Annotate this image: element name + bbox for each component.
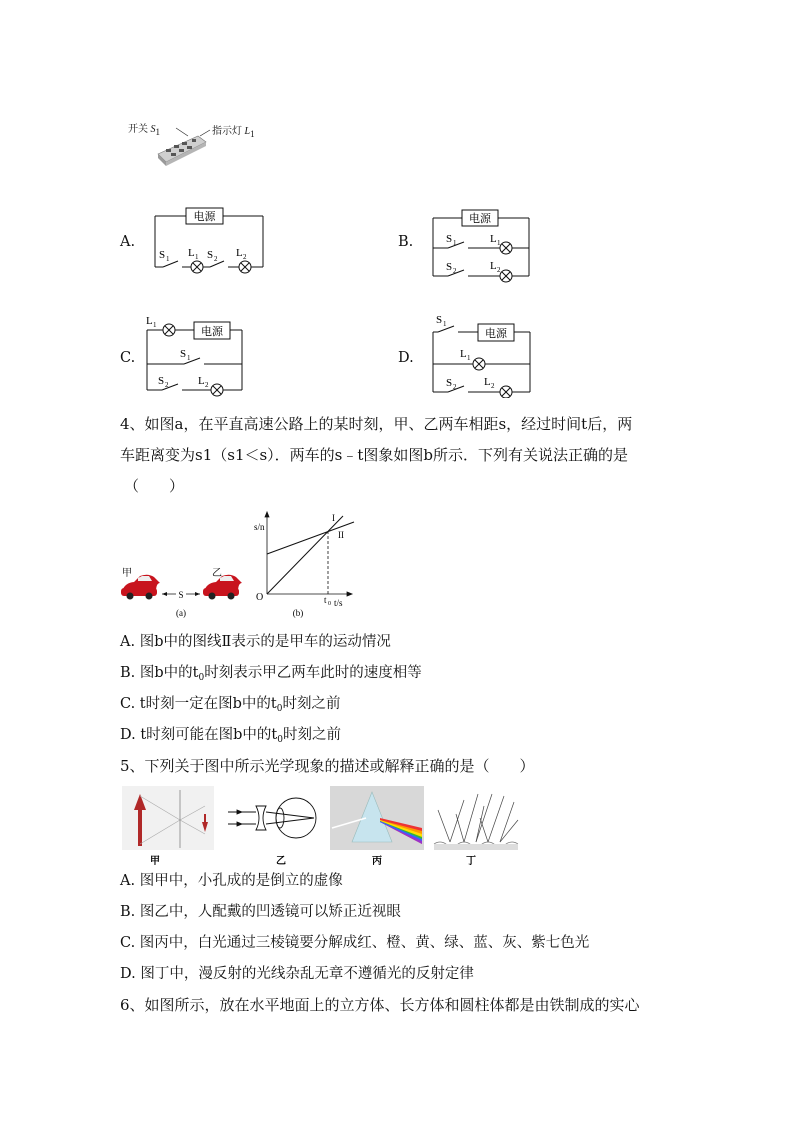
svg-text:L: L xyxy=(490,233,497,245)
svg-text:电源: 电源 xyxy=(469,213,491,225)
svg-text:S: S xyxy=(446,233,453,245)
svg-text:S: S xyxy=(178,590,184,600)
svg-text:1: 1 xyxy=(187,354,191,362)
q6-stem: 6、如图所示，放在水平地面上的立方体、长方体和圆柱体都是由铁制成的实心 xyxy=(120,996,640,1014)
q5-option-b[interactable]: B. 图乙中，人配戴的凹透镜可以矫正近视眼 xyxy=(120,904,401,920)
eye-concave-lens-figure xyxy=(228,798,316,838)
svg-text:S: S xyxy=(446,261,453,273)
q4-figure-b-st-graph xyxy=(250,508,360,620)
svg-text:电源: 电源 xyxy=(485,328,507,340)
svg-text:L: L xyxy=(460,348,467,360)
q5-option-c[interactable]: C. 图丙中，白光通过三棱镜要分解成红、橙、黄、绿、蓝、灰、紫七色光 xyxy=(120,935,590,951)
diffuse-reflection-figure xyxy=(434,794,518,850)
q5-figures xyxy=(120,784,520,868)
q5-stem: 5、下列关于图中所示光学现象的描述或解释正确的是（ ） xyxy=(120,757,535,775)
svg-text:2: 2 xyxy=(214,255,218,263)
svg-text:2: 2 xyxy=(205,381,209,389)
switch-photo-figure xyxy=(128,118,268,176)
q4-option-b[interactable]: B. 图b中的$t_0$时刻表示甲乙两车此时的速度相等 xyxy=(120,665,422,683)
svg-text:1: 1 xyxy=(443,320,447,328)
svg-text:t: t xyxy=(324,595,327,605)
svg-text:电源: 电源 xyxy=(201,326,223,338)
circuit-option-c-letter[interactable]: C. xyxy=(120,350,136,366)
svg-text:S: S xyxy=(158,375,165,387)
svg-text:甲: 甲 xyxy=(122,568,132,579)
svg-text:L: L xyxy=(198,375,205,387)
svg-text:2: 2 xyxy=(491,382,495,390)
svg-text:O: O xyxy=(256,592,264,603)
svg-text:S: S xyxy=(159,249,166,261)
svg-text:丙: 丙 xyxy=(372,856,382,867)
svg-text:乙: 乙 xyxy=(212,568,222,579)
q4-option-d[interactable]: D. t时刻可能在图b中的$t_0$时刻之前 xyxy=(120,727,341,745)
circuit-option-b-letter[interactable]: B. xyxy=(398,234,414,250)
svg-text:1: 1 xyxy=(497,239,501,247)
circuit-d xyxy=(428,312,538,398)
q4-option-a[interactable]: A. 图b中的图线Ⅱ表示的是甲车的运动情况 xyxy=(120,634,391,650)
svg-text:0: 0 xyxy=(328,601,331,607)
svg-text:t/s: t/s xyxy=(334,598,343,608)
svg-text:1: 1 xyxy=(195,253,199,261)
svg-text:S: S xyxy=(207,249,214,261)
svg-text:1: 1 xyxy=(153,321,157,329)
q4-stem-line2: 车距离变为s1（s1＜s）．两车的s﹣t图象如图b所示．下列有关说法正确的是 xyxy=(120,446,629,464)
svg-text:1: 1 xyxy=(166,255,170,263)
circuit-c xyxy=(142,314,250,398)
svg-text:2: 2 xyxy=(497,266,501,274)
circuit-option-a-letter[interactable]: A. xyxy=(120,234,136,250)
prism-figure xyxy=(330,786,424,850)
circuit-option-d-letter[interactable]: D. xyxy=(398,350,414,366)
svg-text:L: L xyxy=(236,247,243,259)
svg-text:L: L xyxy=(484,376,491,388)
lamp-label: 指示灯 $L_1$ xyxy=(212,126,255,139)
power-source-label: 电源 xyxy=(193,211,216,223)
q4-answer-blank: （ ） xyxy=(124,477,185,495)
svg-text:L: L xyxy=(146,315,153,327)
svg-text:2: 2 xyxy=(165,381,169,389)
svg-text:甲: 甲 xyxy=(150,856,160,867)
pinhole-figure xyxy=(122,786,214,850)
car-yi-icon xyxy=(203,575,242,600)
svg-text:s/n: s/n xyxy=(254,522,265,532)
svg-text:乙: 乙 xyxy=(276,856,286,867)
svg-text:II: II xyxy=(338,530,344,540)
q4-figure-a xyxy=(118,562,248,620)
svg-text:1: 1 xyxy=(453,239,457,247)
q4-stem-line1: 4、如图a，在平直高速公路上的某时刻，甲、乙两车相距s，经过时间t后，两 xyxy=(120,415,633,433)
q5-option-a[interactable]: A. 图甲中，小孔成的是倒立的虚像 xyxy=(120,873,343,889)
switch-label: 开关 $S_1$ xyxy=(128,124,160,137)
q4-option-c[interactable]: C. t时刻一定在图b中的$t_0$时刻之前 xyxy=(120,696,341,714)
svg-text:L: L xyxy=(188,247,195,259)
svg-text:丁: 丁 xyxy=(466,856,476,867)
svg-text:S: S xyxy=(180,348,187,360)
svg-text:S: S xyxy=(436,314,443,326)
svg-text:S: S xyxy=(446,377,453,389)
svg-text:2: 2 xyxy=(453,383,457,391)
svg-text:L: L xyxy=(490,260,497,272)
svg-text:2: 2 xyxy=(453,267,457,275)
q5-option-d[interactable]: D. 图丁中，漫反射的光线杂乱无章不遵循光的反射定律 xyxy=(120,966,474,982)
svg-text:(a): (a) xyxy=(176,608,186,618)
circuit-a xyxy=(150,204,270,280)
svg-text:2: 2 xyxy=(243,253,247,261)
svg-text:1: 1 xyxy=(467,354,471,362)
svg-text:I: I xyxy=(332,513,335,523)
circuit-b xyxy=(428,206,538,284)
svg-text:(b): (b) xyxy=(292,608,304,618)
